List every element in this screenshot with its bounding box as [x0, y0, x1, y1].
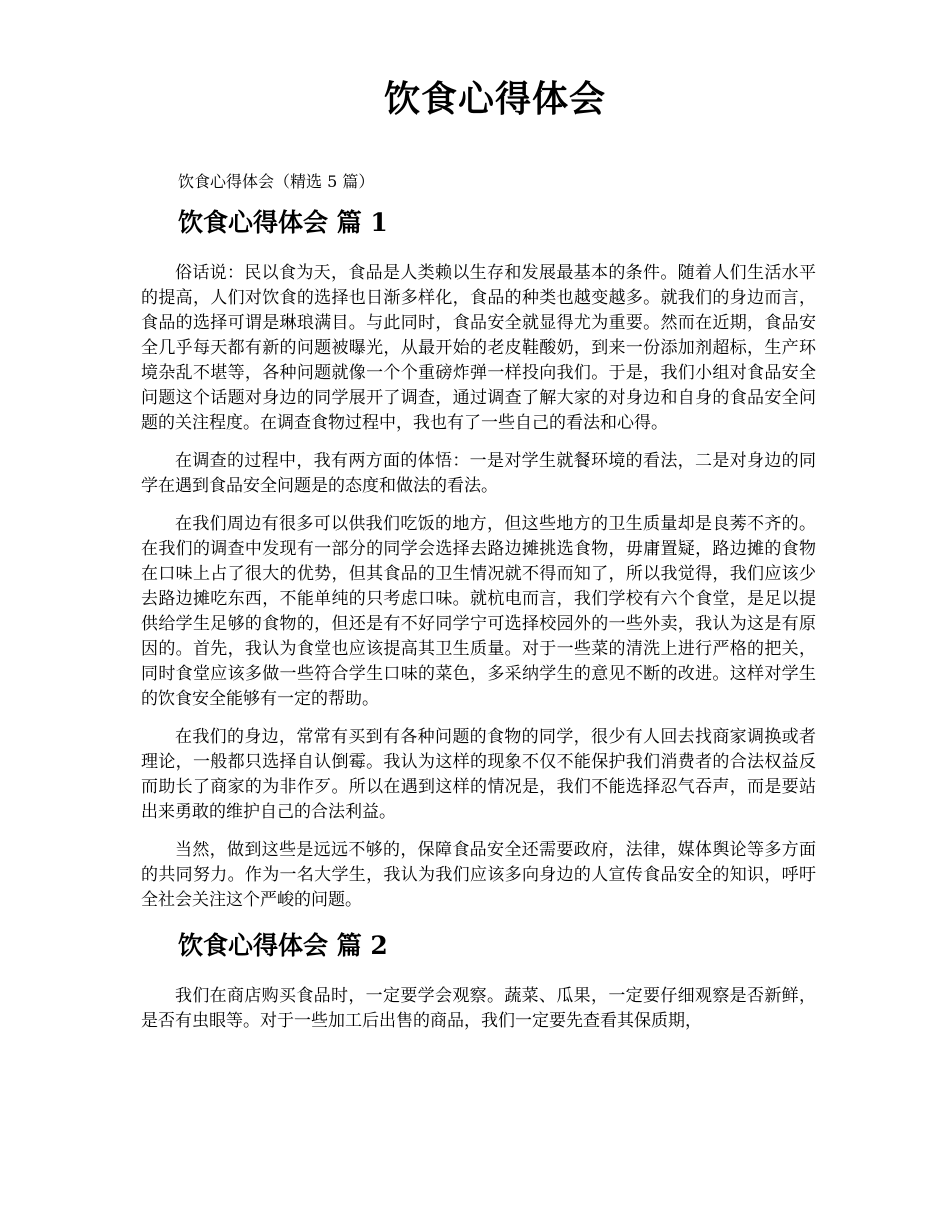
section-heading: 饮食心得体会 篇 1 [178, 208, 388, 237]
section-1 [141, 203, 816, 913]
section-2 [141, 926, 816, 1034]
section-heading: 饮食心得体会 篇 2 [178, 931, 388, 960]
document-body [141, 203, 816, 1047]
paragraph: 在我们周边有很多可以供我们吃饭的地方，但这些地方的卫生质量却是良莠不齐的。在我们的调查中发现有一部分的同学会选择去路边摊挑选食物，毋庸置疑，路边摊的食物在口味上占了很大的优势，但其食品的卫生情况就不得而知了，所以我觉得，我们应该少去路边摊吃东西，不能单纯的只考虑口味。就杭电而言，我们学校有六个食堂，是足以提供给学生足够的食物的，但还是有不好同学宁可选择校园外的一些外卖，我认为这是有原因的。首先，我认为食堂也应该提高其卫生质量。对于一些菜的清洗上进行严格的把关，同时食堂应该多做一些符合学生口味的菜色，多采纳学生的意见不断的改进。这样对学生的饮食安全能够有一定的帮助。 [141, 514, 816, 709]
paragraph: 在我们的身边，常常有买到有各种问题的食物的同学，很少有人回去找商家调换或者理论，一般都只选择自认倒霉。我认为这样的现象不仅不能保护我们消费者的合法权益反而助长了商家的为非作歹。所以在遇到这样的情况是，我们不能选择忍气吞声，而是要站出来勇敢的维护自己的合法利益。 [141, 727, 816, 822]
page-title: 饮食心得体会 [383, 78, 606, 120]
document-subtitle: 饮食心得体会（精选 5 篇） [178, 172, 375, 191]
paragraph: 我们在商店购买食品时，一定要学会观察。蔬菜、瓜果，一定要仔细观察是否新鲜，是否有虫眼等。对于一些加工后出售的商品，我们一定要先查看其保质期， [141, 986, 816, 1031]
paragraph: 在调查的过程中，我有两方面的体悟：一是对学生就餐环境的看法，二是对身边的同学在遇到食品安全问题是的态度和做法的看法。 [141, 451, 816, 496]
paragraph: 俗话说：民以食为天，食品是人类赖以生存和发展最基本的条件。随着人们生活水平的提高，人们对饮食的选择也日渐多样化，食品的种类也越变越多。就我们的身边而言，食品的选择可谓是琳琅满目。与此同时，食品安全就显得尤为重要。然而在近期，食品安全几乎每天都有新的问题被曝光，从最开始的老皮鞋酸奶，到来一份添加剂超标，生产环境杂乱不堪等，各种问题就像一个个重磅炸弹一样投向我们。于是，我们小组对食品安全问题这个话题对身边的同学展开了调查，通过调查了解大家的对身边和自身的食品安全问题的关注程度。在调查食物过程中，我也有了一些自己的看法和心得。 [141, 263, 816, 433]
paragraph: 当然，做到这些是远远不够的，保障食品安全还需要政府，法律，媒体舆论等多方面的共同努力。作为一名大学生，我认为我们应该多向身边的人宣传食品安全的知识，呼吁全社会关注这个严峻的问题。 [141, 840, 816, 910]
